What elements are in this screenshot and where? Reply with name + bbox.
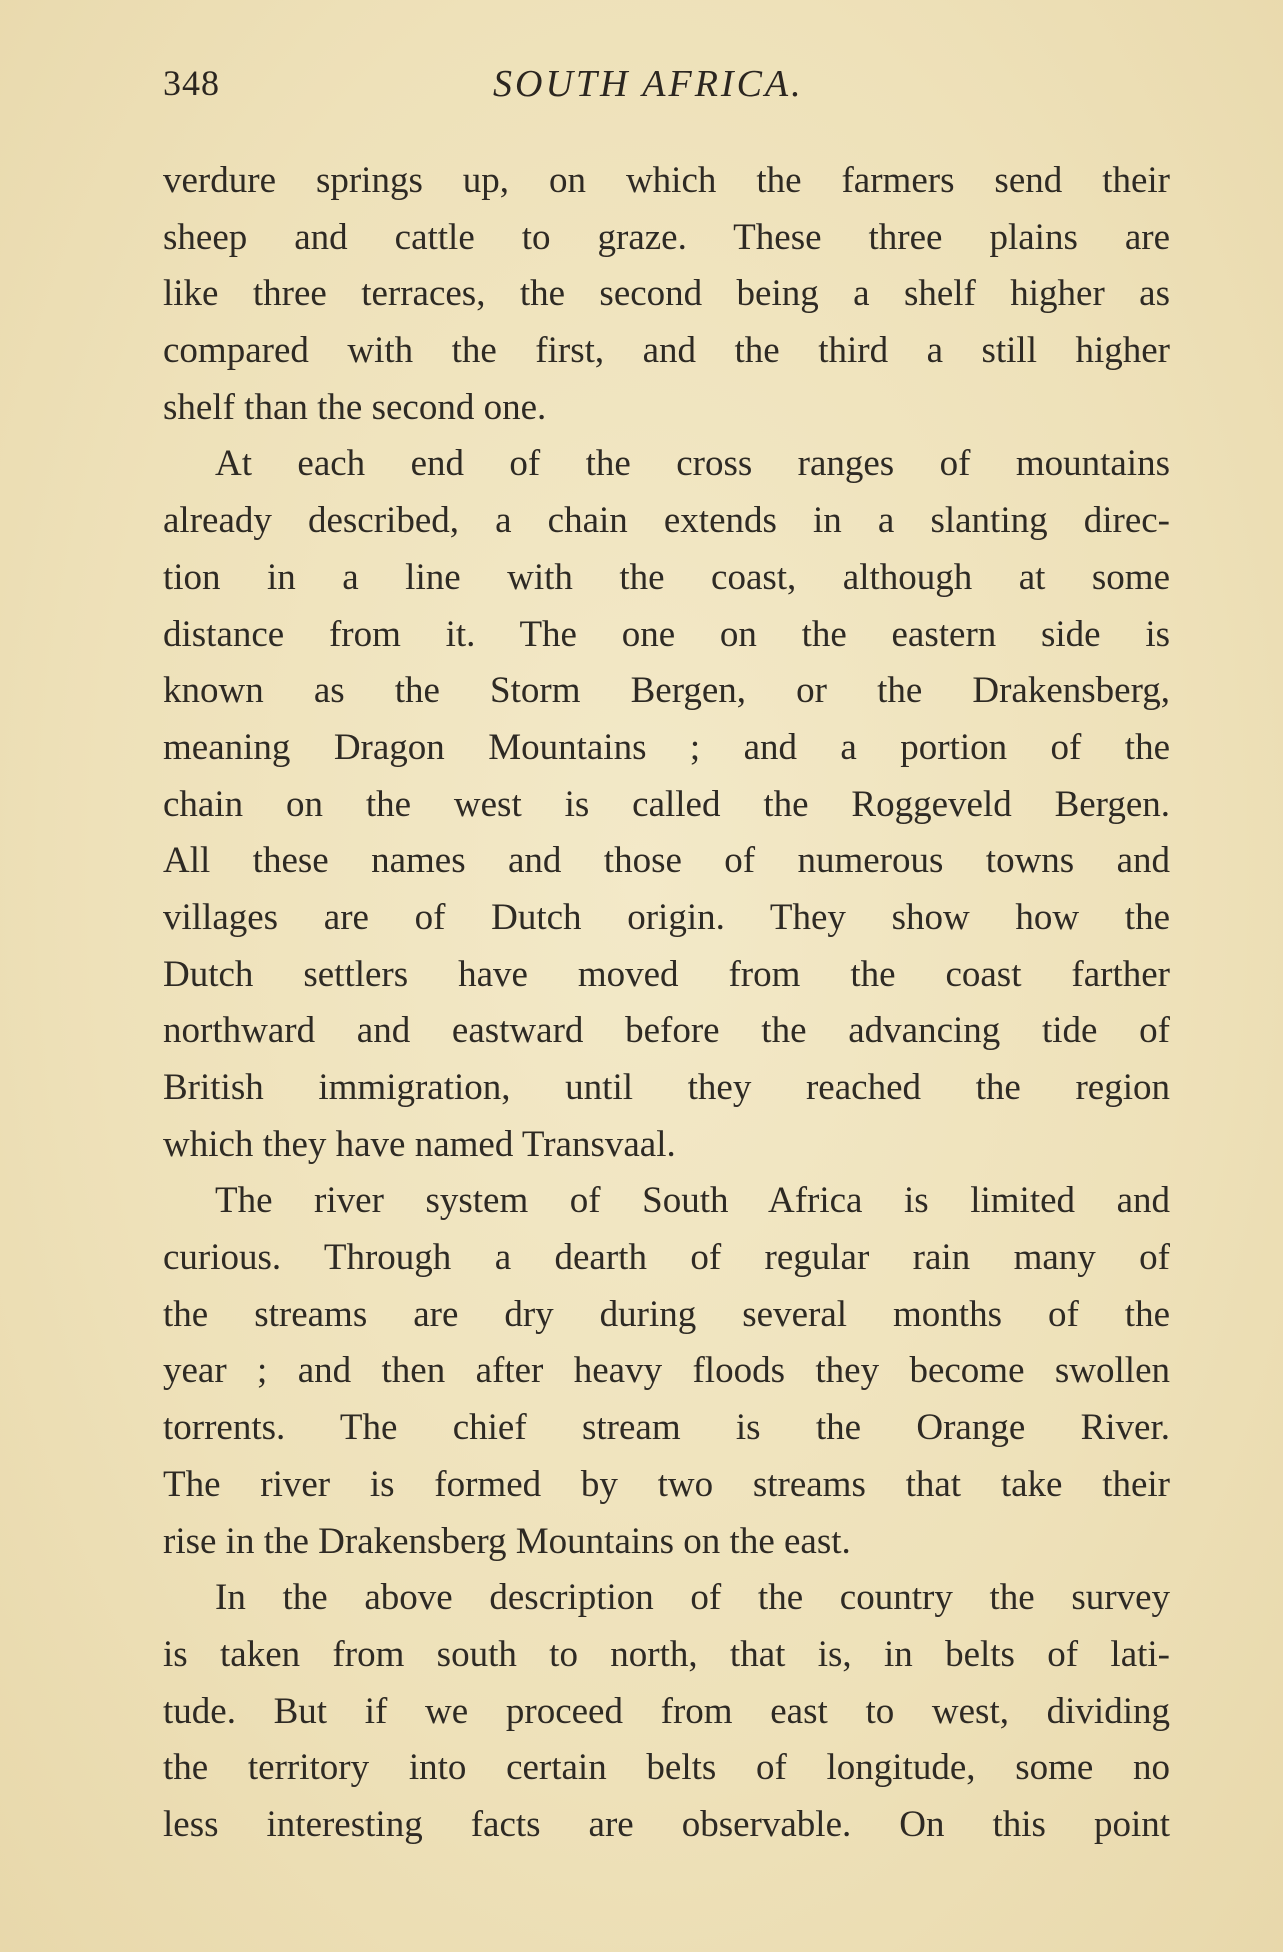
text-line: tion in a line with the coast, although at some [163, 556, 1170, 598]
text-line: tude. But if we proceed from east to west, dividing [163, 1690, 1170, 1732]
text-line: rise in the Drakensberg Mountains on the east. [163, 1520, 851, 1562]
text-line: Dutch settlers have moved from the coast farther [163, 953, 1170, 995]
text-line: less interesting facts are observable. On this point [163, 1803, 1170, 1845]
page-number: 348 [163, 63, 220, 103]
running-head: SOUTH AFRICA. [493, 63, 804, 105]
text-line: British immigration, until they reached the region [163, 1067, 1170, 1108]
text-line: sheep and cattle to graze. These three plains are [163, 216, 1170, 258]
text-line: shelf than the second one. [163, 386, 547, 428]
text-line: The river is formed by two streams that take their [163, 1463, 1170, 1505]
text-line: known as the Storm Bergen, or the Drakensberg, [163, 670, 1170, 712]
text-line: In the above description of the country the survey [215, 1577, 1170, 1619]
text-line: which they have named Transvaal. [163, 1123, 676, 1165]
text-line: the streams are dry during several months of the [163, 1293, 1170, 1335]
text-line: villages are of Dutch origin. They show how the [163, 896, 1170, 938]
text-line: chain on the west is called the Roggeveld Bergen. [163, 783, 1170, 825]
body-text [163, 153, 1170, 1854]
text-line: northward and eastward before the advancing tide of [163, 1010, 1170, 1052]
text-line: is taken from south to north, that is, in belts of lati- [163, 1633, 1170, 1675]
text-line: All these names and those of numerous towns and [163, 840, 1170, 882]
text-line: The river system of South Africa is limited and [215, 1180, 1170, 1222]
text-line: compared with the first, and the third a still higher [163, 330, 1170, 372]
text-line: verdure springs up, on which the farmers send their [163, 160, 1170, 201]
text-line: year ; and then after heavy floods they become swollen [163, 1350, 1170, 1392]
text-line: torrents. The chief stream is the Orange River. [163, 1407, 1170, 1449]
text-line: distance from it. The one on the eastern side is [163, 613, 1170, 655]
text-line: already described, a chain extends in a slanting direc- [163, 500, 1170, 542]
text-line: At each end of the cross ranges of mountains [215, 443, 1170, 485]
text-line: curious. Through a dearth of regular rain many of [163, 1237, 1170, 1279]
text-line: the territory into certain belts of longitude, some no [163, 1747, 1170, 1789]
page-header [163, 62, 1170, 122]
text-line: meaning Dragon Mountains ; and a portion of the [163, 726, 1170, 768]
text-line: like three terraces, the second being a shelf higher as [163, 273, 1170, 315]
